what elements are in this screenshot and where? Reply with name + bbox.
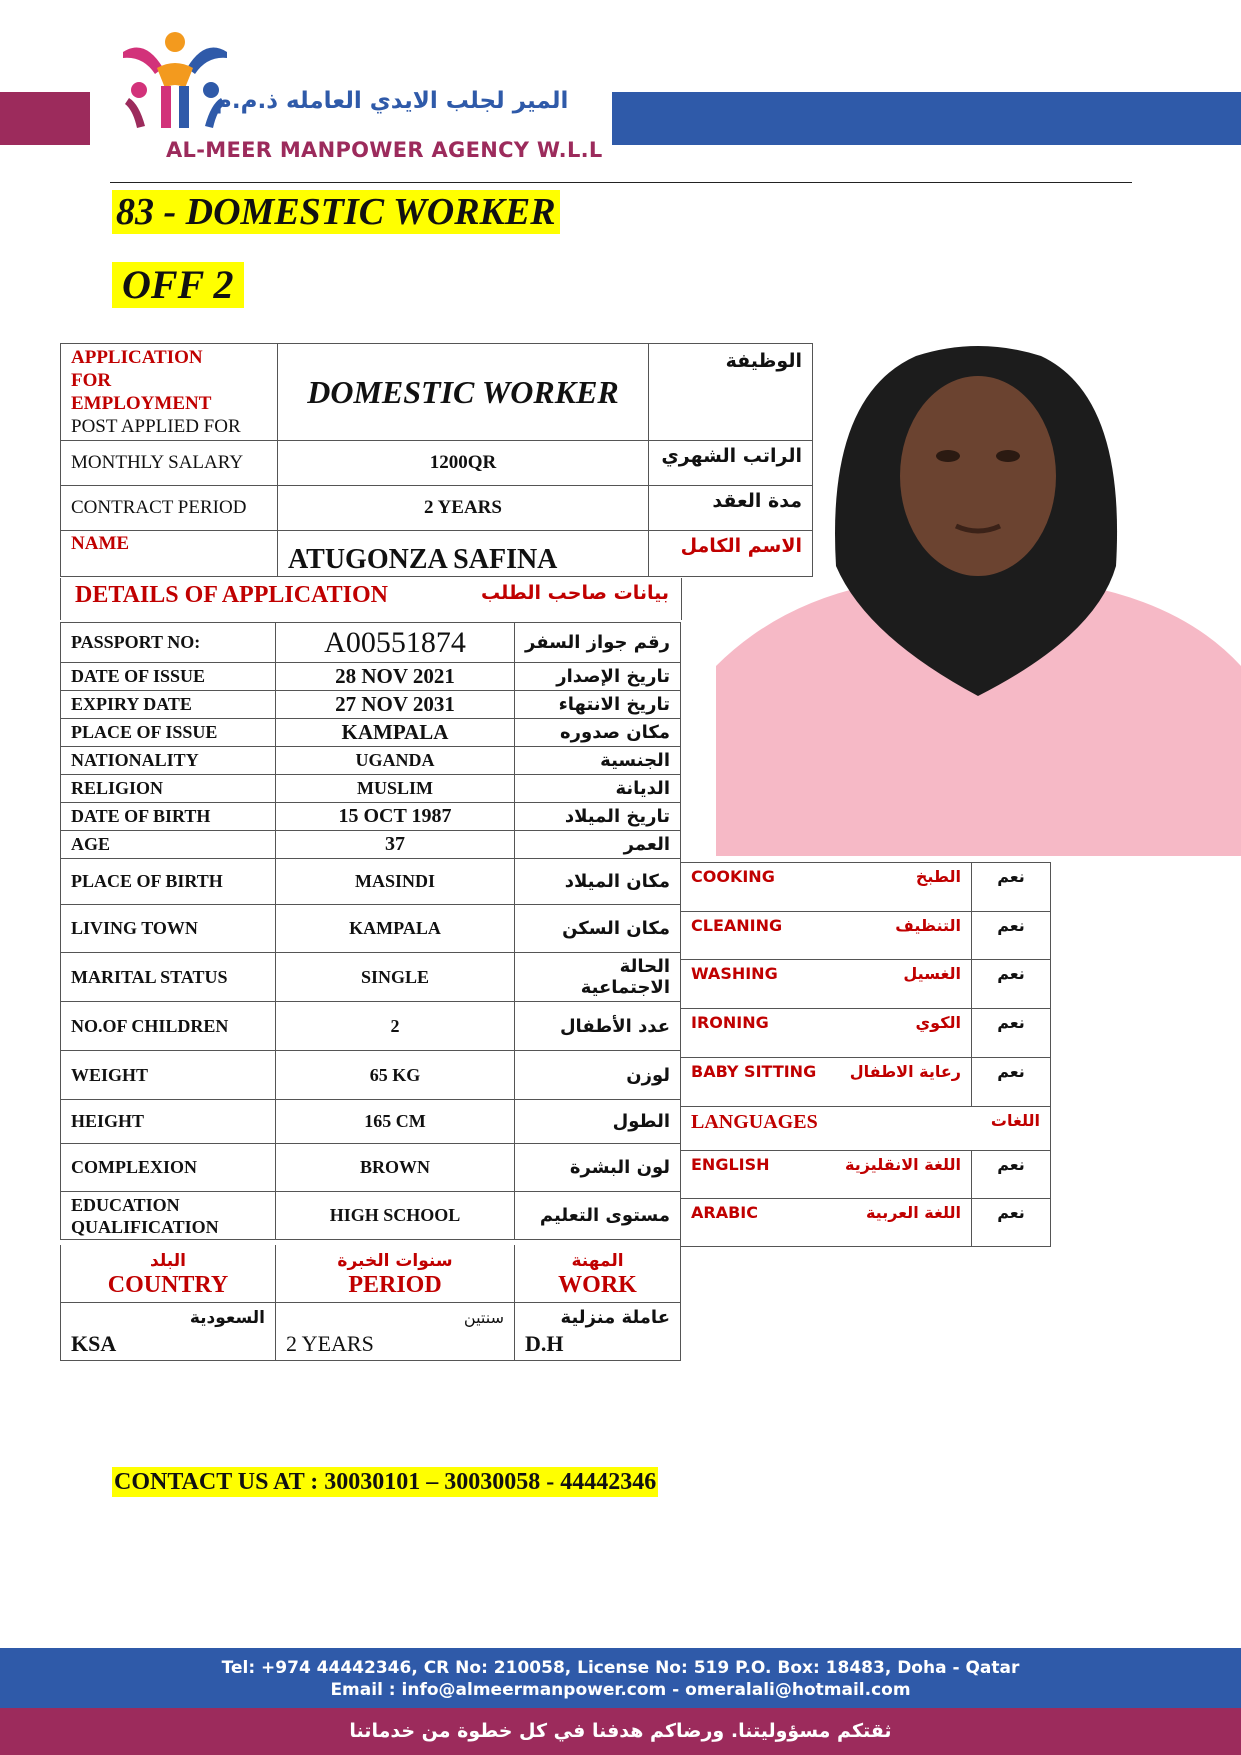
place-of-issue-value: KAMPALA <box>276 719 515 747</box>
passport-label: PASSPORT NO: <box>61 623 276 663</box>
weight-label-ar: لوزن <box>515 1051 681 1100</box>
living-town-value: KAMPALA <box>276 905 515 953</box>
education-label: EDUCATION QUALIFICATION <box>61 1192 276 1240</box>
place-of-issue-label: PLACE OF ISSUE <box>61 719 276 747</box>
place-of-birth-label-ar: مكان الميلاد <box>515 859 681 905</box>
post-applied-for-label: POST APPLIED FOR <box>71 416 241 437</box>
contract-period-label-ar: مدة العقد <box>649 486 813 531</box>
skill-cooking-ar: الطبخ <box>915 867 961 886</box>
languages-heading-ar: اللغات <box>990 1111 1040 1130</box>
marital-status-value: SINGLE <box>276 953 515 1002</box>
post-applied-label-ar: الوظيفة <box>649 344 813 441</box>
monthly-salary-label: MONTHLY SALARY <box>61 441 278 486</box>
post-applied-value: DOMESTIC WORKER <box>278 344 649 441</box>
date-of-issue-label-ar: تاريخ الإصدار <box>515 663 681 691</box>
table-row <box>61 1002 681 1051</box>
marital-status-label: MARITAL STATUS <box>61 953 276 1002</box>
table-row <box>61 803 681 831</box>
language-english-yes: نعم <box>972 1151 1051 1199</box>
details-table <box>60 622 681 1240</box>
details-heading-ar: بيانات صاحب الطلب <box>481 582 669 604</box>
language-cell <box>681 1199 972 1247</box>
table-row <box>61 1051 681 1100</box>
experience-work-ar: عاملة منزلية <box>560 1307 670 1328</box>
height-label: HEIGHT <box>61 1100 276 1144</box>
language-arabic-en: ARABIC <box>691 1203 758 1222</box>
education-value: HIGH SCHOOL <box>276 1192 515 1240</box>
footer-contact-bar <box>0 1648 1241 1708</box>
skill-row <box>681 912 1051 960</box>
expiry-date-value: 27 NOV 2031 <box>276 691 515 719</box>
date-of-birth-label: DATE OF BIRTH <box>61 803 276 831</box>
skill-ironing-yes: نعم <box>972 1009 1051 1058</box>
contract-period-value: 2 YEARS <box>278 486 649 531</box>
nationality-label-ar: الجنسية <box>515 747 681 775</box>
table-row <box>61 719 681 747</box>
living-town-label-ar: مكان السكن <box>515 905 681 953</box>
religion-label-ar: الديانة <box>515 775 681 803</box>
footer-line-2: Email : info@almeermanpower.com - omeralali@hotmail.com <box>330 1680 911 1700</box>
period-head-en: PERIOD <box>348 1272 442 1299</box>
date-of-birth-label-ar: تاريخ الميلاد <box>515 803 681 831</box>
application-label-cell <box>61 344 278 441</box>
company-logo <box>115 28 235 138</box>
logo-arabic-name: المير لجلب الايدي العامله ذ.م.م <box>215 88 569 114</box>
complexion-label-ar: لون البشرة <box>515 1144 681 1192</box>
language-row <box>681 1151 1051 1199</box>
place-of-birth-value: MASINDI <box>276 859 515 905</box>
nationality-label: NATIONALITY <box>61 747 276 775</box>
experience-row <box>61 1302 681 1360</box>
skill-baby-sitting-en: BABY SITTING <box>691 1062 817 1081</box>
experience-period-cell <box>276 1302 515 1360</box>
skill-ironing-en: IRONING <box>691 1013 769 1032</box>
languages-heading-row <box>681 1107 1051 1151</box>
monthly-salary-value: 1200QR <box>278 441 649 486</box>
skill-cleaning-yes: نعم <box>972 912 1051 960</box>
passport-value: A00551874 <box>276 623 515 663</box>
skill-row <box>681 1058 1051 1107</box>
nationality-value: UGANDA <box>276 747 515 775</box>
skill-row <box>681 960 1051 1009</box>
experience-country: KSA <box>71 1331 117 1356</box>
table-row <box>61 831 681 859</box>
application-for-employment-label: APPLICATION FOR EMPLOYMENT <box>71 347 212 414</box>
children-value: 2 <box>276 1002 515 1051</box>
date-of-birth-value: 15 OCT 1987 <box>276 803 515 831</box>
language-arabic-yes: نعم <box>972 1199 1051 1247</box>
language-row <box>681 1199 1051 1247</box>
height-label-ar: الطول <box>515 1100 681 1144</box>
experience-header-row <box>61 1245 681 1302</box>
skill-baby-sitting-ar: رعاية الاطفال <box>849 1062 961 1081</box>
complexion-value: BROWN <box>276 1144 515 1192</box>
skill-row <box>681 863 1051 912</box>
details-heading <box>60 578 682 620</box>
weight-label: WEIGHT <box>61 1051 276 1100</box>
expiry-date-label-ar: تاريخ الانتهاء <box>515 691 681 719</box>
skill-cooking-en: COOKING <box>691 867 775 886</box>
language-arabic-ar: اللغة العربية <box>865 1203 961 1222</box>
header-divider <box>110 182 1132 183</box>
skill-washing-ar: الغسيل <box>903 964 961 983</box>
table-row <box>61 1100 681 1144</box>
skill-cooking-yes: نعم <box>972 863 1051 912</box>
place-of-issue-label-ar: مكان صدوره <box>515 719 681 747</box>
logo-english-name: AL-MEER MANPOWER AGENCY W.L.L <box>166 138 603 162</box>
experience-work-cell <box>515 1302 681 1360</box>
page-subtitle: OFF 2 <box>112 262 244 308</box>
experience-table <box>60 1245 681 1361</box>
skills-table <box>680 862 1051 1247</box>
header-left-bar <box>0 92 90 145</box>
language-cell <box>681 1151 972 1199</box>
experience-work: D.H <box>525 1331 564 1356</box>
age-label: AGE <box>61 831 276 859</box>
place-of-birth-label: PLACE OF BIRTH <box>61 859 276 905</box>
skill-cell <box>681 1058 972 1107</box>
footer-slogan: ثقتكم مسؤوليتنا. ورضاكم هدفنا في كل خطوة من خدماتنا <box>0 1708 1241 1755</box>
experience-period: 2 YEARS <box>286 1331 374 1356</box>
page-title: 83 - DOMESTIC WORKER <box>112 190 560 234</box>
skill-cleaning-en: CLEANING <box>691 916 783 935</box>
employment-table <box>60 343 813 577</box>
languages-heading-cell <box>681 1107 1051 1151</box>
weight-value: 65 KG <box>276 1051 515 1100</box>
table-row <box>61 691 681 719</box>
marital-status-label-ar: الحالة الاجتماعية <box>515 953 681 1002</box>
experience-country-ar: السعودية <box>189 1308 265 1328</box>
name-label-ar: الاسم الكامل <box>649 531 813 577</box>
table-row <box>61 859 681 905</box>
contract-period-label: CONTRACT PERIOD <box>61 486 278 531</box>
skill-ironing-ar: الكوي <box>915 1013 961 1032</box>
passport-label-ar: رقم جواز السفر <box>515 623 681 663</box>
table-row <box>61 747 681 775</box>
experience-period-head <box>276 1245 515 1302</box>
table-row <box>61 775 681 803</box>
height-value: 165 CM <box>276 1100 515 1144</box>
work-head-ar: المهنة <box>571 1251 624 1272</box>
name-value: ATUGONZA SAFINA <box>278 531 649 577</box>
education-label-ar: مستوى التعليم <box>515 1192 681 1240</box>
table-row <box>61 953 681 1002</box>
religion-label: RELIGION <box>61 775 276 803</box>
skill-cell <box>681 863 972 912</box>
languages-heading-en: LANGUAGES <box>691 1111 818 1133</box>
work-head-en: WORK <box>558 1272 637 1299</box>
age-label-ar: العمر <box>515 831 681 859</box>
language-english-en: ENGLISH <box>691 1155 770 1174</box>
date-of-issue-label: DATE OF ISSUE <box>61 663 276 691</box>
religion-value: MUSLIM <box>276 775 515 803</box>
details-heading-en: DETAILS OF APPLICATION <box>75 582 388 608</box>
table-row <box>61 1144 681 1192</box>
skill-cell <box>681 912 972 960</box>
skill-washing-yes: نعم <box>972 960 1051 1009</box>
contact-line: CONTACT US AT : 30030101 – 30030058 - 44442346 <box>114 1469 657 1495</box>
monthly-salary-label-ar: الراتب الشهري <box>649 441 813 486</box>
skill-row <box>681 1009 1051 1058</box>
skill-washing-en: WASHING <box>691 964 778 983</box>
table-row <box>61 905 681 953</box>
table-row <box>61 1192 681 1240</box>
language-english-ar: اللغة الانقليزية <box>845 1155 961 1174</box>
skill-cell <box>681 960 972 1009</box>
table-row <box>61 663 681 691</box>
expiry-date-label: EXPIRY DATE <box>61 691 276 719</box>
experience-country-head <box>61 1245 276 1302</box>
header-right-bar <box>612 92 1241 145</box>
complexion-label: COMPLEXION <box>61 1144 276 1192</box>
experience-country-cell <box>61 1302 276 1360</box>
children-label: NO.OF CHILDREN <box>61 1002 276 1051</box>
name-label: NAME <box>61 531 278 577</box>
skill-cleaning-ar: التنظيف <box>895 916 961 935</box>
country-head-en: COUNTRY <box>107 1272 229 1299</box>
living-town-label: LIVING TOWN <box>61 905 276 953</box>
children-label-ar: عدد الأطفال <box>515 1002 681 1051</box>
experience-period-ar: سنتين <box>463 1308 504 1327</box>
date-of-issue-value: 28 NOV 2021 <box>276 663 515 691</box>
age-value: 37 <box>276 831 515 859</box>
skill-cell <box>681 1009 972 1058</box>
experience-work-head <box>515 1245 681 1302</box>
footer-line-1: Tel: +974 44442346, CR No: 210058, License No: 519 P.O. Box: 18483, Doha - Qatar <box>221 1658 1020 1678</box>
period-head-ar: سنوات الخبرة <box>337 1251 453 1272</box>
skill-baby-sitting-yes: نعم <box>972 1058 1051 1107</box>
country-head-ar: البلد <box>150 1251 186 1272</box>
table-row <box>61 623 681 663</box>
